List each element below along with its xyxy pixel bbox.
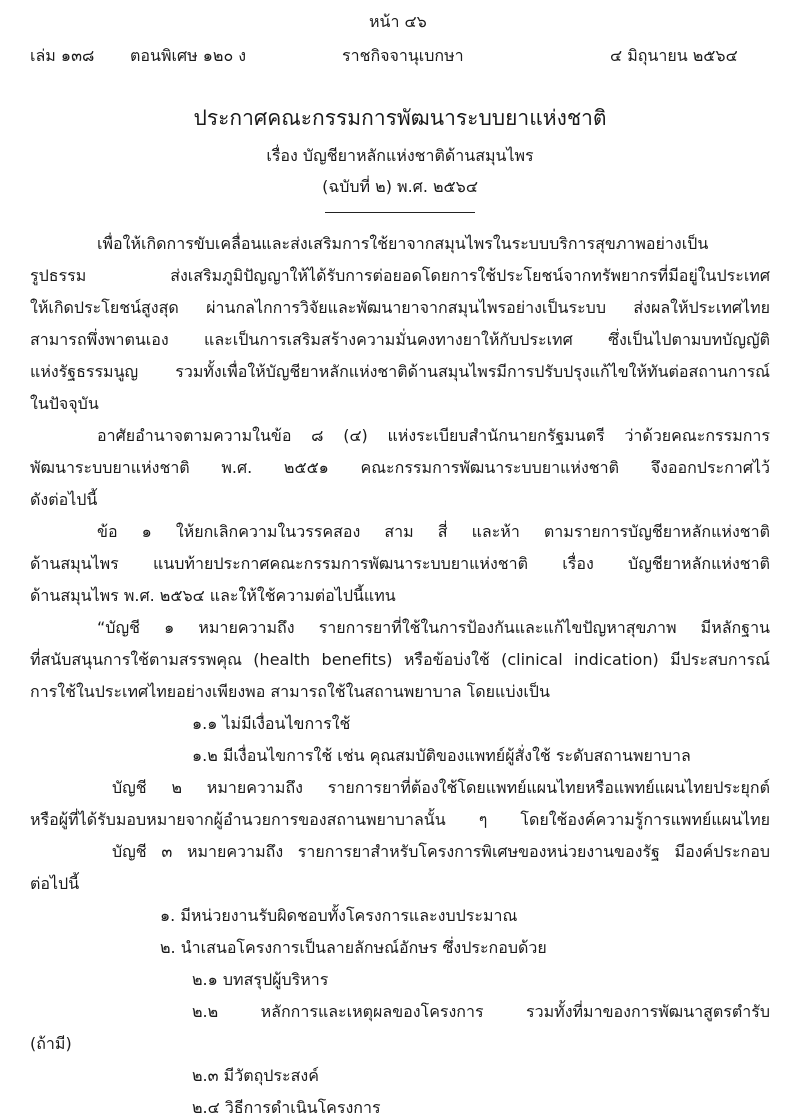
paragraph-line: แห่งรัฐธรรมนูญ รวมทั้งเพื่อให้บัญชียาหลักแห่งชาติด้านสมุนไพรมีการปรับปรุงแก้ไขให้ทันต่อสถานการณ์: [30, 362, 770, 381]
paragraph-line: ให้เกิดประโยชน์สูงสุด ผ่านกลไกการวิจัยและพัฒนายาจากสมุนไพรอย่างเป็นระบบ ส่งผลให้ประเทศไทย: [30, 298, 770, 317]
announcement-subject: เรื่อง บัญชียาหลักแห่งชาติด้านสมุนไพร: [266, 146, 534, 165]
list-item: ๒.๔ วิธีการดำเนินโครงการ: [192, 1098, 381, 1117]
paragraph-line: อาศัยอำนาจตามความในข้อ ๘ (๔) แห่งระเบียบสำนักนายกรัฐมนตรี ว่าด้วยคณะกรรมการ: [97, 426, 770, 445]
paragraph-line: การใช้ในประเทศไทยอย่างเพียงพอ สามารถใช้ในสถานพยาบาล โดยแบ่งเป็น: [30, 682, 550, 701]
paragraph-line: (ถ้ามี): [30, 1034, 72, 1053]
publication-date: ๔ มิถุนายน ๒๕๖๔: [610, 46, 738, 65]
title-divider: [325, 212, 475, 213]
paragraph-line: ต่อไปนี้: [30, 874, 80, 893]
list-item: ๑.๑ ไม่มีเงื่อนไขการใช้: [192, 714, 351, 733]
paragraph-line: ด้านสมุนไพร พ.ศ. ๒๕๖๔ และให้ใช้ความต่อไปนี้แทน: [30, 586, 396, 605]
paragraph-line: หรือผู้ที่ได้รับมอบหมายจากผู้อำนวยการของสถานพยาบาลนั้น ๆ โดยใช้องค์ความรู้การแพทย์แผนไทย: [30, 810, 770, 829]
paragraph-line: บัญชี ๒ หมายความถึง รายการยาที่ต้องใช้โดยแพทย์แผนไทยหรือแพทย์แผนไทยประยุกต์: [112, 778, 770, 797]
paragraph-line: สามารถพึ่งพาตนเอง และเป็นการเสริมสร้างความมั่นคงทางยาให้กับประเทศ ซึ่งเป็นไปตามบทบัญญัติ: [30, 330, 770, 349]
paragraph-line: “บัญชี ๑ หมายความถึง รายการยาที่ใช้ในการป้องกันและแก้ไขปัญหาสุขภาพ มีหลักฐาน: [97, 618, 770, 637]
list-item: ๒. นำเสนอโครงการเป็นลายลักษณ์อักษร ซึ่งประกอบด้วย: [160, 938, 547, 957]
paragraph-line: ด้านสมุนไพร แนบท้ายประกาศคณะกรรมการพัฒนาระบบยาแห่งชาติ เรื่อง บัญชียาหลักแห่งชาติ: [30, 554, 770, 573]
list-item: ๒.๑ บทสรุปผู้บริหาร: [192, 970, 329, 989]
paragraph-line: ข้อ ๑ ให้ยกเลิกความในวรรคสอง สาม สี่ และห้า ตามรายการบัญชียาหลักแห่งชาติ: [97, 522, 770, 541]
page-number: หน้า ๔๖: [369, 12, 427, 31]
list-item: ๒.๓ มีวัตถุประสงค์: [192, 1066, 319, 1085]
paragraph-line: ที่สนับสนุนการใช้ตามสรรพคุณ (health benefits) หรือข้อบ่งใช้ (clinical indication) มีประสบการณ์: [30, 650, 770, 669]
list-item: ๒.๒ หลักการและเหตุผลของโครงการ รวมทั้งที่มาของการพัฒนาสูตรตำรับ: [192, 1002, 770, 1021]
paragraph-line: บัญชี ๓ หมายความถึง รายการยาสำหรับโครงการพิเศษของหน่วยงานของรัฐ มีองค์ประกอบ: [112, 842, 770, 861]
paragraph-line: รูปธรรม ส่งเสริมภูมิปัญญาให้ได้รับการต่อยอดโดยการใช้ประโยชน์จากทรัพยากรที่มีอยู่ในประเทศ: [30, 266, 770, 285]
list-item: ๑. มีหน่วยงานรับผิดชอบทั้งโครงการและงบประมาณ: [160, 906, 518, 925]
paragraph-line: เพื่อให้เกิดการขับเคลื่อนและส่งเสริมการใช้ยาจากสมุนไพรในระบบบริการสุขภาพอย่างเป็น: [97, 234, 709, 253]
paragraph-line: พัฒนาระบบยาแห่งชาติ พ.ศ. ๒๕๕๑ คณะกรรมการพัฒนาระบบยาแห่งชาติ จึงออกประกาศไว้: [30, 458, 770, 477]
volume-number: เล่ม ๑๓๘: [30, 46, 95, 65]
paragraph-line: ในปัจจุบัน: [30, 394, 99, 413]
paragraph-line: ดังต่อไปนี้: [30, 490, 98, 509]
list-item: ๑.๒ มีเงื่อนไขการใช้ เช่น คุณสมบัติของแพทย์ผู้สั่งใช้ ระดับสถานพยาบาล: [192, 746, 691, 765]
issue-number: ตอนพิเศษ ๑๒๐ ง: [130, 46, 247, 65]
gazette-name: ราชกิจจานุเบกษา: [342, 46, 464, 65]
announcement-title: ประกาศคณะกรรมการพัฒนาระบบยาแห่งชาติ: [193, 106, 607, 130]
announcement-edition: (ฉบับที่ ๒) พ.ศ. ๒๕๖๔: [322, 177, 478, 196]
